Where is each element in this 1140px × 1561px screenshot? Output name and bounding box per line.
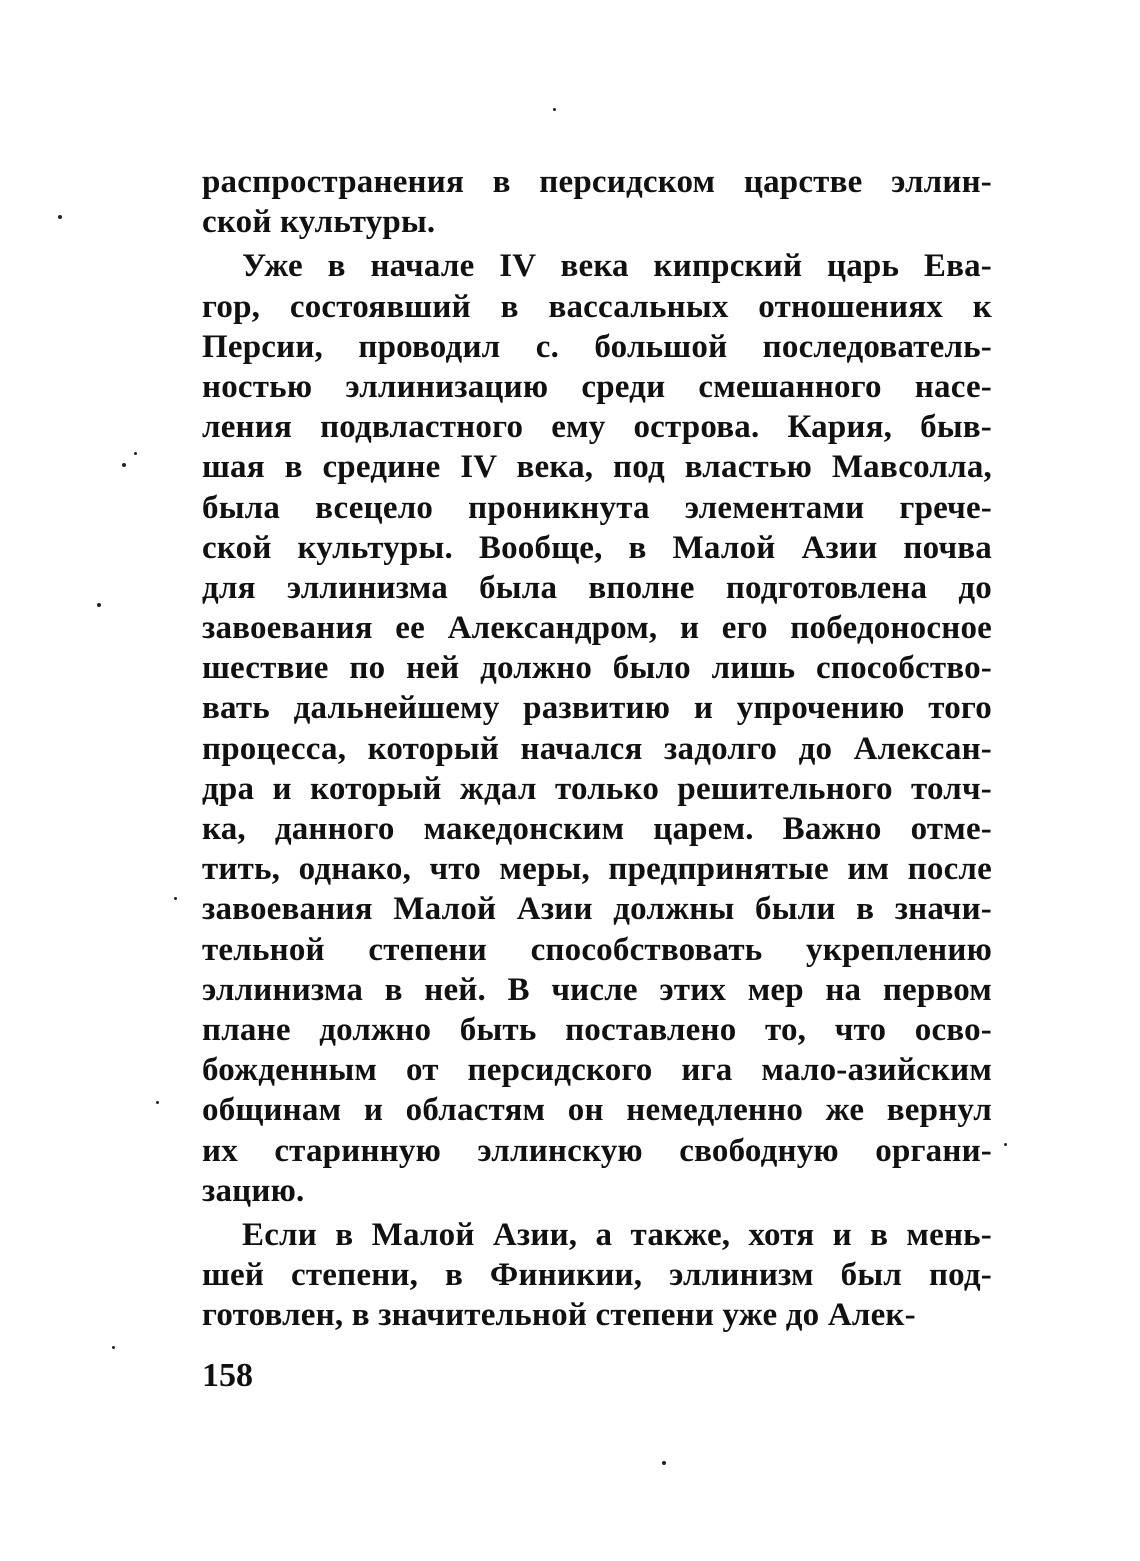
text-line: Если в Малой Азии, а также, хотя и в мень-: [242, 1216, 992, 1253]
text-line: Персии, проводил с. большой последователь-: [202, 328, 992, 365]
text-line: шей степени, в Финикии, эллинизм был под-: [202, 1257, 992, 1294]
text-line: ления подвластного ему острова. Кария, быв-: [202, 409, 992, 446]
scan-speck: [58, 215, 62, 219]
text-line: гор, состоявший в вассальных отношениях к: [202, 288, 992, 325]
scan-speck: [662, 1461, 666, 1465]
scan-speck: [174, 897, 177, 900]
text-line: готовлен, в значительной степени уже до Алек-: [202, 1297, 916, 1334]
text-line: шествие по ней должно было лишь способство-: [202, 650, 992, 687]
text-line: завоевания ее Александром, и его победоносное: [202, 610, 992, 647]
text-line: эллинизма в ней. В числе этих мер на первом: [202, 971, 992, 1008]
text-line: ской культуры.: [202, 204, 436, 241]
text-line: завоевания Малой Азии должны были в значи-: [202, 891, 992, 928]
text-line: ской культуры. Вообще, в Малой Азии почва: [202, 529, 992, 566]
text-line: зацию.: [202, 1172, 305, 1209]
text-line: процесса, который начался задолго до Алексан-: [202, 730, 992, 767]
scan-speck: [112, 1346, 115, 1349]
text-line: плане должно быть поставлено то, что осво-: [202, 1011, 992, 1048]
scan-speck: [156, 1101, 159, 1104]
scan-speck: [122, 463, 126, 467]
text-line: ка, данного македонским царем. Важно отме-: [202, 811, 992, 847]
text-line: дра и который ждал только решительного толч-: [202, 770, 992, 807]
text-line: их старинную эллинскую свободную органи-: [202, 1132, 992, 1169]
text-line: тельной степени способствовать укреплению: [202, 931, 992, 968]
scan-speck: [134, 452, 137, 455]
scan-speck: [1004, 1143, 1007, 1146]
text-line: вать дальнейшему развитию и упрочению того: [202, 690, 992, 727]
text-line: ностью эллинизацию среди смешанного насе-: [202, 368, 992, 405]
text-line: божденным от персидского ига мало-азийским: [202, 1052, 992, 1089]
text-line: тить, однако, что меры, предпринятые им после: [202, 851, 992, 888]
text-line: распространения в персидском царстве эллин-: [202, 164, 992, 200]
body-text: [202, 162, 992, 1335]
page-number: 158: [202, 1357, 253, 1394]
text-line: Уже в начале IV века кипрский царь Ева-: [242, 248, 992, 285]
text-line: была всецело проникнута элементами грече-: [202, 489, 992, 526]
text-line: общинам и областям он немедленно же вернул: [202, 1092, 992, 1129]
scan-speck: [97, 603, 101, 607]
text-line: шая в средине IV века, под властью Мавсолла,: [202, 449, 992, 486]
text-line: для эллинизма была вполне подготовлена до: [202, 569, 992, 606]
scan-speck: [553, 108, 556, 111]
